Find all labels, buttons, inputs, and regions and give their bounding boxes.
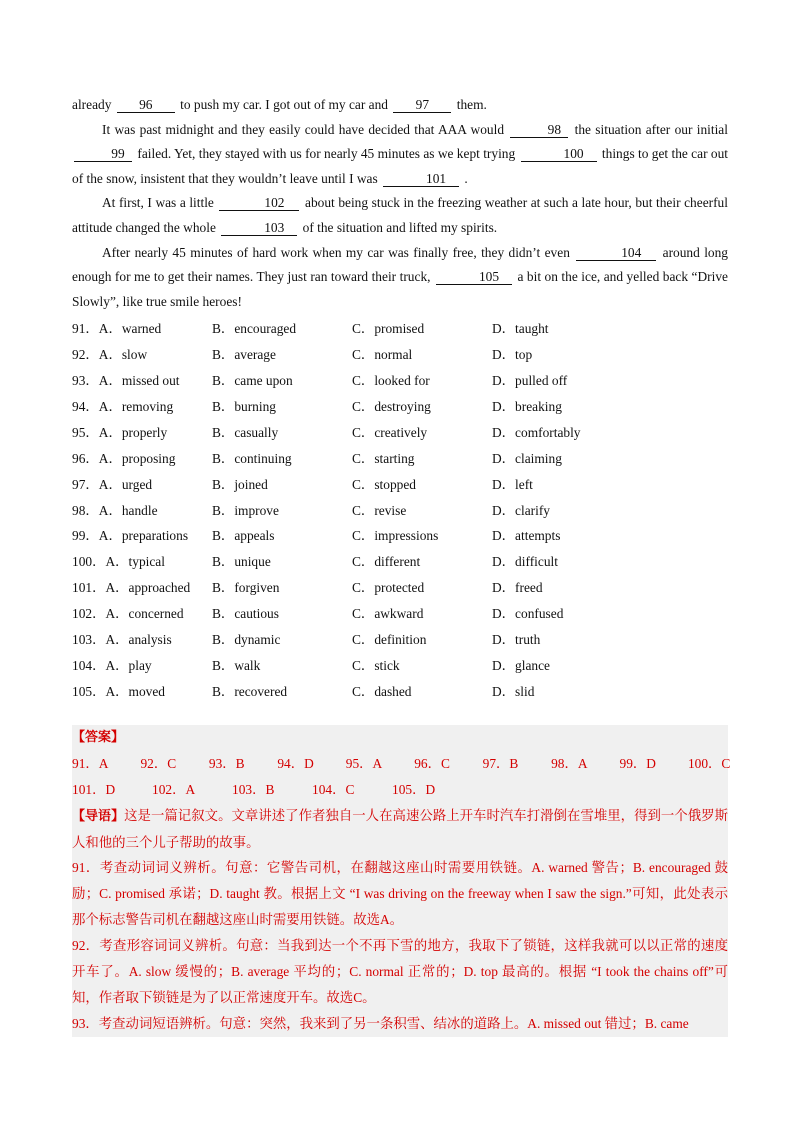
option-d: D．claiming	[492, 450, 562, 466]
answer-item: 103．B	[232, 781, 275, 797]
answer-row-1	[72, 751, 731, 777]
blank-97: 97	[393, 97, 451, 113]
option-b: B．continuing	[212, 450, 292, 466]
option-c: C．definition	[352, 632, 427, 648]
option-d: D．confused	[492, 606, 564, 622]
option-a: 91．A．warned	[72, 321, 162, 337]
option-c: C．normal	[352, 347, 413, 363]
blank-98: 98	[510, 122, 568, 138]
options-list	[72, 316, 728, 704]
option-row	[72, 575, 728, 601]
answer-section	[72, 725, 731, 1037]
option-a: 103．A．analysis	[72, 632, 172, 648]
option-b: B．forgiven	[212, 580, 280, 596]
answer-item: 91．A	[72, 755, 109, 771]
option-d: D．top	[492, 347, 533, 363]
option-d: D．freed	[492, 580, 543, 596]
blank-96: 96	[117, 97, 175, 113]
option-b: B．appeals	[212, 528, 275, 544]
text: failed. Yet, they stayed with us for nearly 45 minutes as we kept trying	[137, 146, 516, 162]
option-row	[72, 627, 728, 653]
option-row	[72, 653, 728, 679]
option-c: C．revise	[352, 502, 407, 518]
option-b: B．improve	[212, 502, 279, 518]
option-c: C．destroying	[352, 399, 431, 415]
option-a: 97．A．urged	[72, 476, 153, 492]
answer-item: 98．A	[551, 755, 588, 771]
option-d: D．slid	[492, 683, 535, 699]
option-row	[72, 472, 728, 498]
blank-99: 99	[74, 146, 132, 162]
option-c: C．stopped	[352, 476, 416, 492]
option-c: C．starting	[352, 450, 415, 466]
answer-title: 【答案】	[72, 730, 125, 745]
answer-item: 95．A	[345, 755, 383, 771]
option-a: 101．A．approached	[72, 580, 191, 596]
option-d: D．pulled off	[492, 373, 568, 389]
option-c: C．looked for	[352, 373, 430, 389]
option-a: 105．A．moved	[72, 683, 165, 699]
option-b: B．walk	[212, 657, 261, 673]
option-a: 98．A．handle	[72, 502, 158, 518]
option-b: B．encouraged	[212, 321, 297, 337]
option-d: D．difficult	[492, 554, 558, 570]
explanation-93: 93．考查动词短语辨析。句意：突然，我来到了另一条积雪、结冰的道路上。A. missed out 错过；B. came	[72, 1015, 689, 1031]
text: After nearly 45 minutes of hard work when my car was finally free, they didn’t even	[102, 244, 570, 260]
option-a: 93．A．missed out	[72, 373, 180, 389]
blank-104: 104	[576, 245, 656, 261]
answer-item: 104．C	[312, 781, 355, 797]
option-b: B．joined	[212, 476, 268, 492]
option-c: C．creatively	[352, 424, 428, 440]
option-row	[72, 549, 728, 575]
text: around long enough for me to get their names. They just ran toward their truck,	[72, 244, 728, 285]
paragraph-0	[72, 93, 728, 118]
blank-102: 102	[219, 195, 299, 211]
option-d: D．glance	[492, 657, 551, 673]
option-d: D．left	[492, 476, 533, 492]
answer-item: 100．C	[687, 755, 731, 771]
option-d: D．comfortably	[492, 424, 581, 440]
option-row	[72, 523, 728, 549]
blank-101: 101	[383, 171, 459, 187]
answer-item: 94．D	[277, 755, 314, 771]
option-c: C．protected	[352, 580, 425, 596]
blank-103: 103	[221, 220, 297, 236]
answer-row-2	[72, 777, 728, 803]
option-b: B．cautious	[212, 606, 279, 622]
answer-item: 102．A	[152, 781, 196, 797]
option-a: 100．A．typical	[72, 554, 165, 570]
intro-paragraph	[72, 803, 728, 856]
option-row	[72, 420, 728, 446]
paragraph-3	[72, 241, 728, 315]
option-a: 102．A．concerned	[72, 606, 184, 622]
intro-text: 这是一篇记叙文。文章讲述了作者独自一人在高速公路上开车时汽车打滑倒在雪堆里，得到一个俄罗斯人和他的三个儿子帮助的故事。	[72, 807, 728, 850]
text: to push my car. I got out of my car and	[180, 97, 389, 112]
option-row	[72, 342, 728, 368]
answer-item: 99．D	[619, 755, 656, 771]
answer-item: 93．B	[208, 755, 245, 771]
option-c: C．promised	[352, 321, 425, 337]
answer-item: 92．C	[140, 755, 177, 771]
explanation-92: 92．考查形容词词义辨析。句意：当我到达一个不再下雪的地方，我取下了锁链，这样我就可以以正常的速度开车了。A. slow 缓慢的；B. average 平均的；C. normal 正常的；D. top 最高的。根据 “I took the chains off”可知，作者取下锁链是为了以正常速度开车。故选C。	[72, 938, 728, 1006]
option-b: B．recovered	[212, 683, 288, 699]
blank-105: 105	[436, 269, 512, 285]
option-row	[72, 368, 728, 394]
option-b: B．dynamic	[212, 632, 281, 648]
answer-item: 105．D	[392, 781, 436, 797]
blank-100: 100	[521, 146, 597, 162]
option-row	[72, 679, 728, 705]
option-c: C．awkward	[352, 606, 424, 622]
option-row	[72, 316, 728, 342]
paragraph-2	[72, 191, 728, 240]
option-row	[72, 446, 728, 472]
text: At first, I was a little	[102, 195, 214, 211]
option-b: B．average	[212, 347, 276, 363]
text: them.	[456, 97, 487, 112]
option-row	[72, 601, 728, 627]
option-a: 99．A．preparations	[72, 528, 189, 544]
option-row	[72, 394, 728, 420]
text: the situation after our initial	[574, 121, 728, 137]
text: .	[464, 170, 468, 186]
option-b: B．burning	[212, 399, 276, 415]
option-a: 95．A．properly	[72, 424, 168, 440]
option-d: D．clarify	[492, 502, 551, 518]
answer-item: 97．B	[482, 755, 519, 771]
option-b: B．came upon	[212, 373, 293, 389]
text: It was past midnight and they easily could have decided that AAA would	[102, 121, 505, 137]
option-a: 104．A．play	[72, 657, 152, 673]
option-a: 92．A．slow	[72, 347, 148, 363]
text: of the situation and lifted my spirits.	[302, 219, 498, 235]
option-b: B．casually	[212, 424, 279, 440]
option-c: C．dashed	[352, 683, 412, 699]
option-d: D．attempts	[492, 528, 561, 544]
option-d: D．breaking	[492, 399, 562, 415]
option-d: D．truth	[492, 632, 541, 648]
option-c: C．impressions	[352, 528, 439, 544]
explanation-91: 91．考查动词词义辨析。句意：它警告司机，在翻越这座山时需要用铁链。A. warned 警告；B. encouraged 鼓励；C. promised 承诺；D. taught 教。根据上文 “I was driving on the freeway when I saw the sign.”可知，此处表示那个标志警告司机在翻越这座山时需要用铁链。故选A。	[72, 860, 728, 928]
option-c: C．stick	[352, 657, 400, 673]
text: a bit on the ice, and yelled back “Drive Slowly”, like true smile heroes!	[72, 269, 728, 309]
option-b: B．unique	[212, 554, 271, 570]
text: already	[72, 97, 112, 112]
text: about being stuck in the freezing weather at such a late hour, but their cheerful attitude changed the whole	[72, 195, 728, 235]
answer-item: 96．C	[414, 755, 450, 771]
passage	[72, 93, 728, 705]
option-c: C．different	[352, 554, 421, 570]
option-a: 94．A．removing	[72, 399, 174, 415]
option-row	[72, 498, 728, 524]
paragraph-1	[72, 118, 728, 192]
option-d: D．taught	[492, 321, 549, 337]
answer-item: 101．D	[72, 781, 116, 797]
text: things to get the car out of the snow, insistent that they wouldn’t leave until I was	[72, 146, 728, 186]
option-a: 96．A．proposing	[72, 450, 176, 466]
intro-label: 【导语】	[72, 808, 125, 824]
